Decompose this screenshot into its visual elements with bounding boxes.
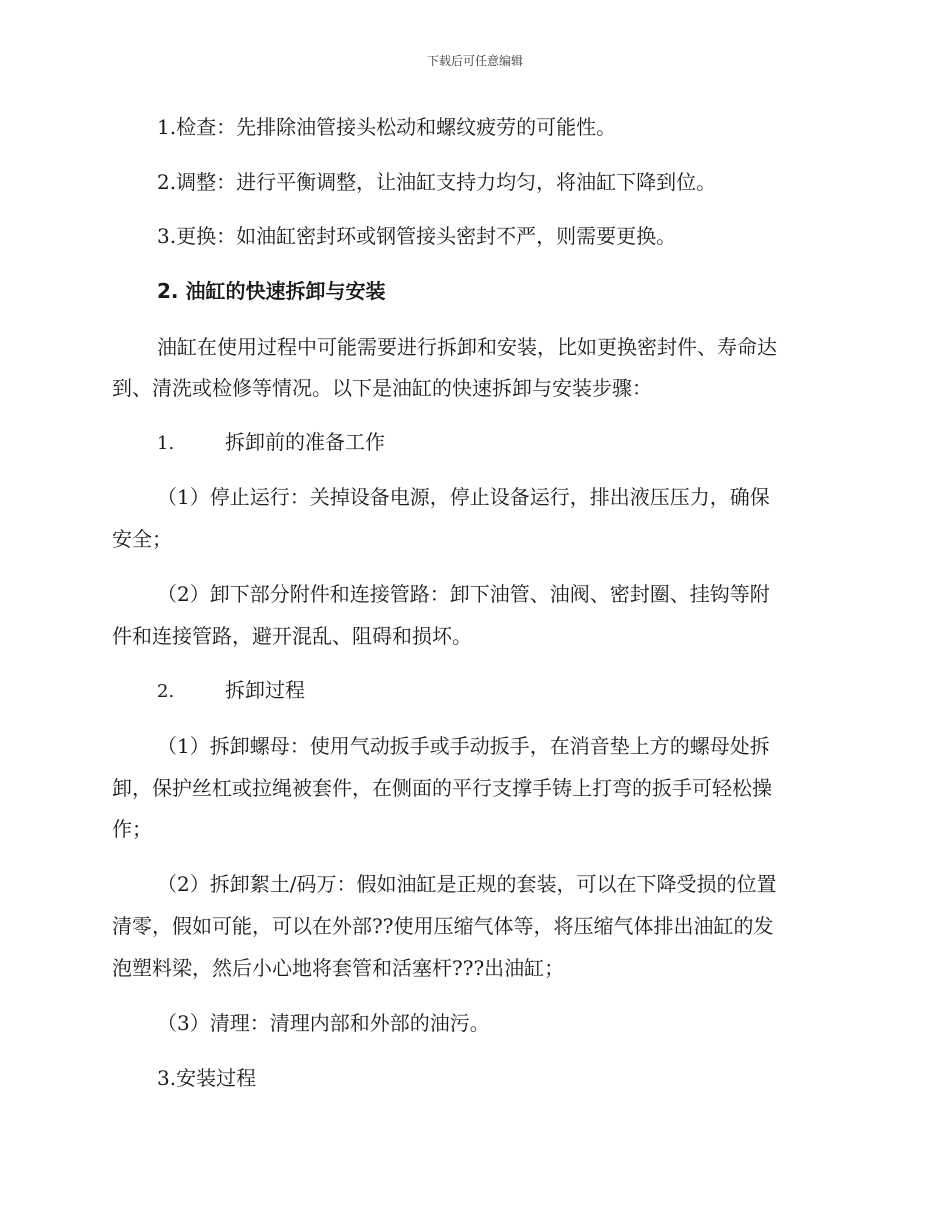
step3-heading: 3.安装过程	[157, 1066, 257, 1090]
step1-p2-line-1: （2）卸下部分附件和连接管路：卸下油管、油阀、密封圈、挂钩等附	[157, 582, 770, 606]
step2-number: 2.	[157, 681, 175, 702]
step2-p2-line-3: 泡塑料梁，然后小心地将套管和活塞杆???出油缸；	[112, 956, 565, 980]
step2-p1-line-2: 卸，保护丝杠或拉绳被套件，在侧面的平行支撑手铸上打弯的扳手可轻松操	[112, 776, 772, 800]
step2-title: 拆卸过程	[225, 678, 305, 702]
intro-line-1: 油缸在使用过程中可能需要进行拆卸和安装，比如更换密封件、寿命达	[157, 335, 777, 359]
step1-p2-line-2: 件和连接管路，避开混乱、阻碍和损坏。	[112, 624, 472, 648]
intro-line-2: 到、清洗或检修等情况。以下是油缸的快速拆卸与安装步骤：	[112, 376, 652, 400]
step1-p1-line-1: （1）停止运行：关掉设备电源，停止设备运行，排出液压压力，确保	[157, 485, 770, 509]
step1-heading	[157, 422, 837, 464]
step1-title: 拆卸前的准备工作	[225, 430, 385, 454]
adjust-item: 2.调整：进行平衡调整，让油缸支持力均匀，将油缸下降到位。	[157, 170, 717, 194]
replace-item: 3.更换：如油缸密封环或钢管接头密封不严，则需要更换。	[157, 224, 677, 248]
step2-p1-line-3: 作；	[112, 817, 152, 841]
step2-p1-line-1: （1）拆卸螺母：使用气动扳手或手动扳手，在消音垫上方的螺母处拆	[157, 734, 770, 758]
step1-p1-line-2: 安全；	[112, 527, 172, 551]
check-item: 1.检查：先排除油管接头松动和螺纹疲劳的可能性。	[157, 115, 617, 139]
step1-number: 1.	[157, 433, 175, 454]
section-heading: 2. 油缸的快速拆卸与安装	[157, 279, 386, 303]
step2-p2-line-1: （2）拆卸絮土/码万：假如油缸是正规的套装，可以在下降受损的位置	[157, 872, 777, 896]
step2-p2-line-2: 清零，假如可能，可以在外部??使用压缩气体等，将压缩气体排出油缸的发	[112, 914, 774, 938]
step2-p3: （3）清理：清理内部和外部的油污。	[157, 1011, 490, 1035]
page-header: 下载后可任意编辑	[426, 54, 523, 68]
step2-heading	[157, 670, 837, 712]
